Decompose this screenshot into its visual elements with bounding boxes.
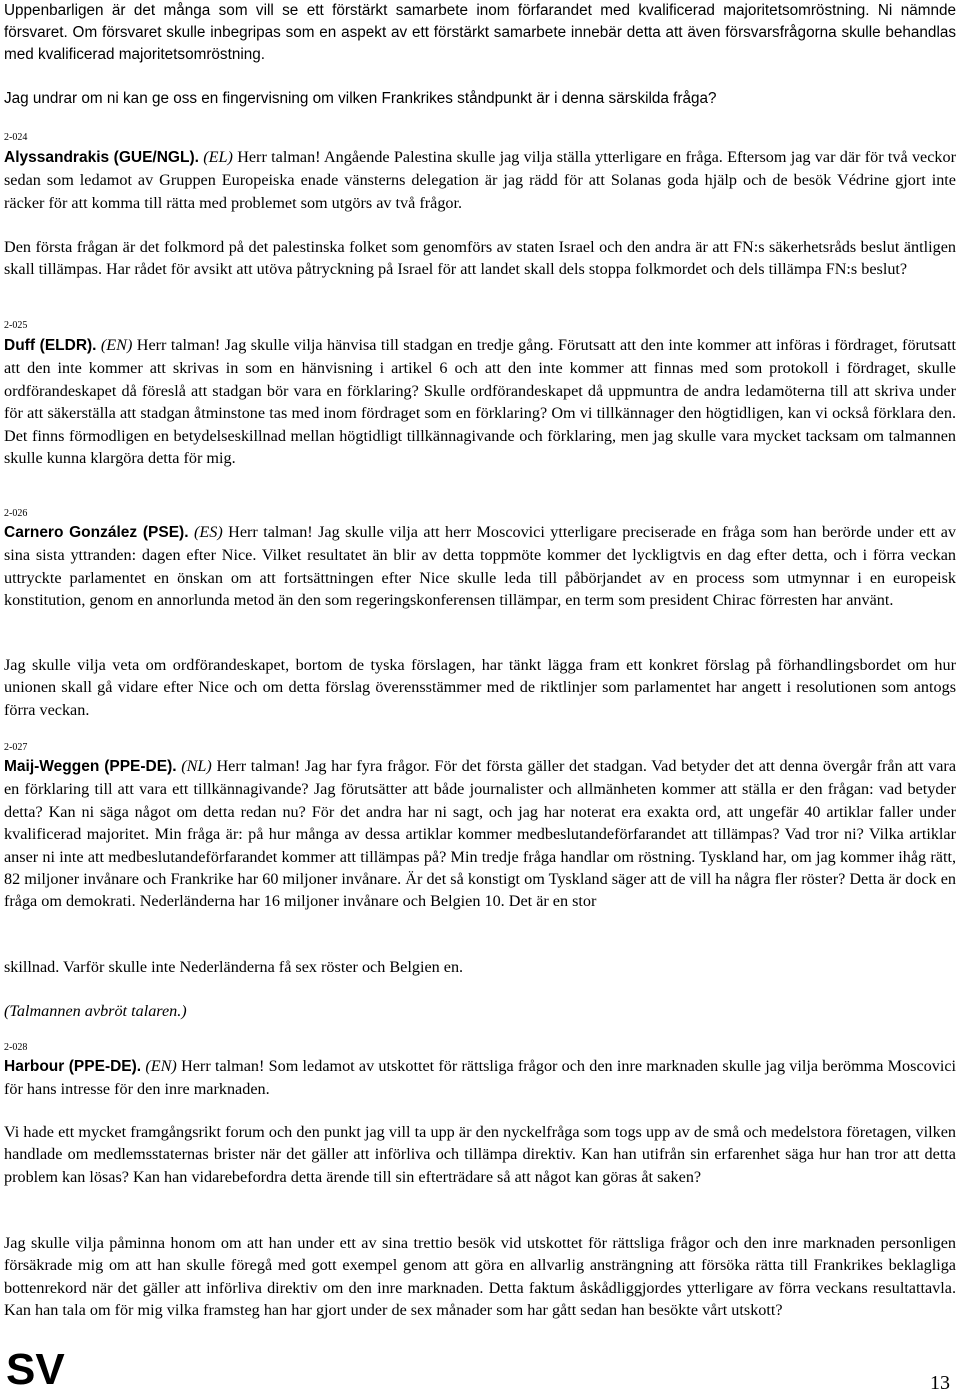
intro-paragraph-2: Jag undrar om ni kan ge oss en fingervisning om vilken Frankrikes ståndpunkt är i denna särskilda fråga? — [4, 90, 717, 107]
speech-paragraph-continued: skillnad. Varför skulle inte Nederländerna få sex röster och Belgien en. — [4, 958, 464, 976]
speaker-name: Alyssandrakis (GUE/NGL). — [4, 149, 199, 166]
speech-paragraph — [4, 755, 956, 913]
intro-paragraph-1: Uppenbarligen är det många som vill se ett förstärkt samarbete inom förfarandet med kvalificerad majoritetsomröstning. Ni nämnde försvaret. Om försvaret skulle inbegripas som en aspekt av ett förstärkt samarbete innebär detta att även försvarsfrågorna skulle behandlas med kvalificerad majoritetsomröstning. — [4, 2, 956, 63]
speaker-name: Duff (ELDR). — [4, 337, 97, 354]
speech-paragraph: Jag skulle vilja veta om ordförandeskapet, bortom de tyska förslagen, har tänkt lägga fram ett konkret förslag på förhandlingsbordet om hur unionen skall gå vidare efter Nice och om detta förslag överensstämmer med de riktlinjer som parlamentet har angett i resolutionen som antogs förra veckan. — [4, 656, 956, 719]
speech-text: Herr talman! Jag skulle vilja att herr Moscovici ytterligare preciserade en fråga som han berörde under ett av sina sista yttranden: dagen efter Nice. Vilket resultatet än blir av detta toppmöte kommer det lyckligtvis en dag efter detta, och i förra veckan uttryckte parlamentet en önskan om att fortsättningen efter Nice skulle leda till påbörjandet av en process som utmynnar i en europeisk konstitution, genom en annorlunda metod än den som regeringskonferensen tillämpar, en term som president Chirac förresten har använt. — [4, 523, 957, 610]
language-code: (EN) — [100, 336, 133, 354]
language-code: (NL) — [181, 757, 212, 775]
footer-language-code: SV — [6, 1345, 65, 1394]
language-code: (ES) — [193, 523, 223, 541]
speaker-name: Harbour (PPE-DE). — [4, 1058, 142, 1075]
document-page — [4, 0, 956, 1395]
item-number: 2-026 — [4, 508, 28, 519]
speech-text: Herr talman! Jag har fyra frågor. För det första gäller det stadgan. Vad betyder det att denna övergår från att vara en förklaring till att vara ett tillkännagivande? Jag förutsätter att både journalister och allmänheten kommer att ställa er den frågan: vad betyder detta? Kan ni säga något om detta redan nu? För det andra har ni sagt, och jag har noterat era exakta ord, att ungefär 40 artiklar faller under kvalificerad majoritet. Min fråga är: på hur många av dessa artiklar kommer medbeslutandeförfarandet att tillämpas? Vad tror ni? Vilka artiklar anser ni inte att medbeslutandeförfarandet kommer att tillämpas på? Min tredje fråga handlar om röstning. Tyskland har, om jag kommer ihåg rätt, 82 miljoner invånare och Frankrike har 60 miljoner invånare. Är det så konstigt om Tyskland säger att de vill ha några fler röster? Detta är dock en fråga om demokrati. Nederländerna har 16 miljoner invånare och Belgien 10. Det är en stor — [4, 757, 956, 911]
interruption-note: (Talmannen avbröt talaren.) — [4, 1002, 187, 1020]
speech-paragraph — [4, 146, 956, 214]
item-number: 2-028 — [4, 1042, 28, 1053]
footer-page-number: 13 — [930, 1372, 950, 1394]
speech-paragraph: Jag skulle vilja påminna honom om att han under ett av sina trettio besök vid utskottet för rättsliga frågor och den inre marknaden personligen försäkrade mig om att han skulle föregå med gott exempel genom att göra en allvarlig ansträngning att försöka rätta till Frankrikes beklagliga bottenrekord när det gäller att införliva direktiv om den inre marknaden. Detta faktum åskådliggjordes ytterligare av förra veckans resultattavla. Kan han tala om för mig vilka framsteg han har gjort under de sex månader som har gått sedan han besökte vårt utskott? — [4, 1234, 956, 1320]
speech-paragraph — [4, 334, 956, 469]
speaker-name: Maij-Weggen (PPE-DE). — [4, 758, 177, 775]
speech-paragraph: Vi hade ett mycket framgångsrikt forum och den punkt jag vill ta upp är den nyckelfråga som togs upp av de små och medelstora företagen, vilken handlade om medlemsstaternas brister när det gäller att införliva och tillämpa direktiv. Kan han utifrån sin erfarenhet säga hur han tror att detta problem kan lösas? Kan han vidarebefordra detta ärende till sin efterträdare så att något kan göras åt saken? — [4, 1123, 956, 1186]
item-number: 2-025 — [4, 320, 28, 331]
speech-paragraph — [4, 1055, 956, 1101]
speech-text: Herr talman! Jag skulle vilja hänvisa till stadgan en tredje gång. Förutsatt att den inte kommer att införas i fördraget, förutsatt att den inte kommer att skrivas in som en hänvisning i artikel 6 och att den inte kommer att finnas med som protokoll i fördraget, skulle ordförandeskapet då föreslå att stadgan bör vara en förklaring? Skulle ordförandeskapet då uppmuntra de andra ledamöterna till att skriva under för att säkerställa att stadgan åtminstone tas med inom fördraget som en förklaring? Om vi tillkännager den högtidligen, kan vi också förklara den. Det finns förmodligen en betydelseskillnad mellan högtidligt tillkännagivande och förklaring, men jag skulle vara mycket tacksam om talmannen skulle kunna klargöra detta för mig. — [4, 336, 957, 468]
speech-paragraph: Den första frågan är det folkmord på det palestinska folket som genomförs av staten Israel och den andra är att FN:s säkerhetsråds beslut äntligen skall tillämpas. Har rådet för avsikt att utöva påtryckning på Israel för att landet skall dels stoppa folkmordet och dels tillämpa FN:s beslut? — [4, 238, 956, 279]
language-code: (EN) — [145, 1057, 177, 1075]
item-number: 2-027 — [4, 742, 28, 753]
language-code: (EL) — [203, 148, 233, 166]
speech-paragraph — [4, 521, 956, 612]
item-number: 2-024 — [4, 132, 28, 143]
speech-text: Herr talman! Som ledamot av utskottet för rättsliga frågor och den inre marknaden skulle jag vilja berömma Moscovici för hans intresse för den inre marknaden. — [4, 1057, 957, 1099]
speaker-name: Carnero González (PSE). — [4, 524, 189, 541]
speech-text: Herr talman! Angående Palestina skulle jag vilja ställa ytterligare en fråga. Eftersom jag var där för två veckor sedan som ledamot av Gruppen Europeiska enade vänsterns delegation är jag rädd för att Solanas goda hjälp och de besök Védrine gjort inte räcker för att komma till rätta med problemet som utgörs av två frågor. — [4, 148, 957, 212]
